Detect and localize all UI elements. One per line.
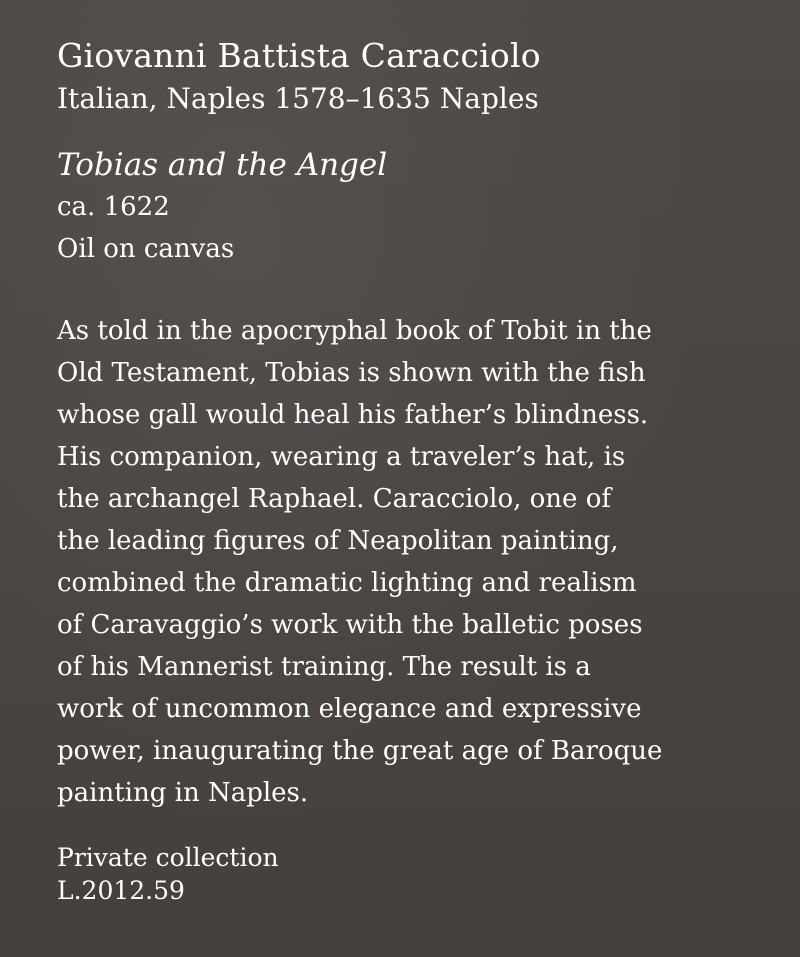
description-line: combined the dramatic lighting and realism bbox=[57, 568, 637, 598]
work-block bbox=[57, 144, 760, 270]
work-medium: Oil on canvas bbox=[57, 234, 235, 264]
artist-name: Giovanni Battista Caracciolo bbox=[57, 36, 541, 75]
description-line: Old Testament, Tobias is shown with the fish bbox=[57, 358, 646, 388]
description-line: the leading figures of Neapolitan painting, bbox=[57, 526, 619, 556]
artist-block bbox=[57, 34, 760, 120]
description-line: work of uncommon elegance and expressive bbox=[57, 694, 642, 724]
description-line: His companion, wearing a traveler’s hat, is bbox=[57, 442, 626, 472]
work-title: Tobias and the Angel bbox=[57, 147, 388, 183]
description-line: As told in the apocryphal book of Tobit in the bbox=[57, 316, 652, 346]
work-date: ca. 1622 bbox=[57, 192, 170, 222]
description-line: of Caravaggio’s work with the balletic poses bbox=[57, 610, 643, 640]
collection-credit: Private collection bbox=[57, 843, 279, 872]
description-line: of his Mannerist training. The result is a bbox=[57, 652, 591, 682]
description-line: power, inaugurating the great age of Baroque bbox=[57, 736, 663, 766]
description-line: the archangel Raphael. Caracciolo, one of bbox=[57, 484, 611, 514]
credit-block bbox=[57, 841, 760, 907]
description-line: whose gall would heal his father’s blindness. bbox=[57, 400, 649, 430]
description-text bbox=[57, 310, 760, 814]
description-line: painting in Naples. bbox=[57, 778, 309, 808]
artist-origin: Italian, Naples 1578–1635 Naples bbox=[57, 82, 539, 115]
accession-number: L.2012.59 bbox=[57, 876, 185, 905]
